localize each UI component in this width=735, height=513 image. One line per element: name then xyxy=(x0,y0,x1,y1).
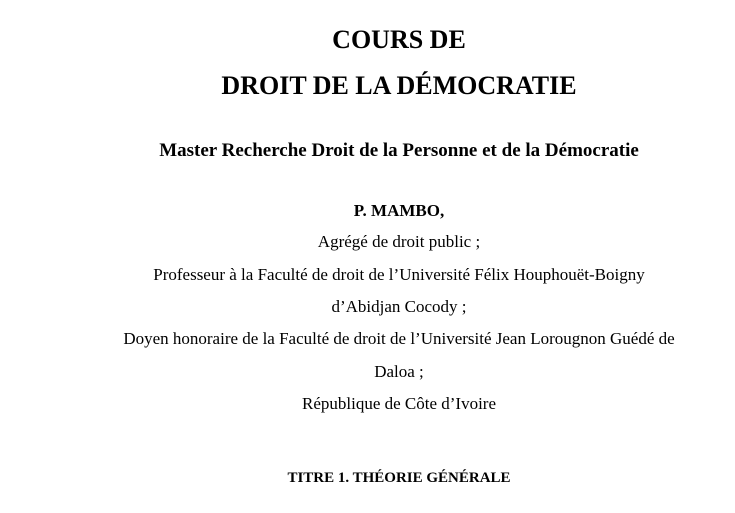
title-line-2: DROIT DE LA DÉMOCRATIE xyxy=(221,71,577,100)
author-credential-3: d’Abidjan Cocody ; xyxy=(331,297,467,316)
title-line-1: COURS DE xyxy=(332,25,466,54)
author-credential-5: Daloa ; xyxy=(374,362,424,381)
author-country: République de Côte d’Ivoire xyxy=(301,394,497,413)
author-credential-2: Professeur à la Faculté de droit de l’Université Félix Houphouët-Boigny xyxy=(153,265,645,284)
subtitle: Master Recherche Droit de la Personne et de la Démocratie xyxy=(159,140,639,161)
author-credential-4: Doyen honoraire de la Faculté de droit de l’Université Jean Lorougnon Guédé de xyxy=(123,329,675,348)
section-heading: TITRE 1. THÉORIE GÉNÉRALE xyxy=(287,470,511,486)
author-credential-1: Agrégé de droit public ; xyxy=(317,232,481,251)
author-name: P. MAMBO, xyxy=(353,201,445,220)
